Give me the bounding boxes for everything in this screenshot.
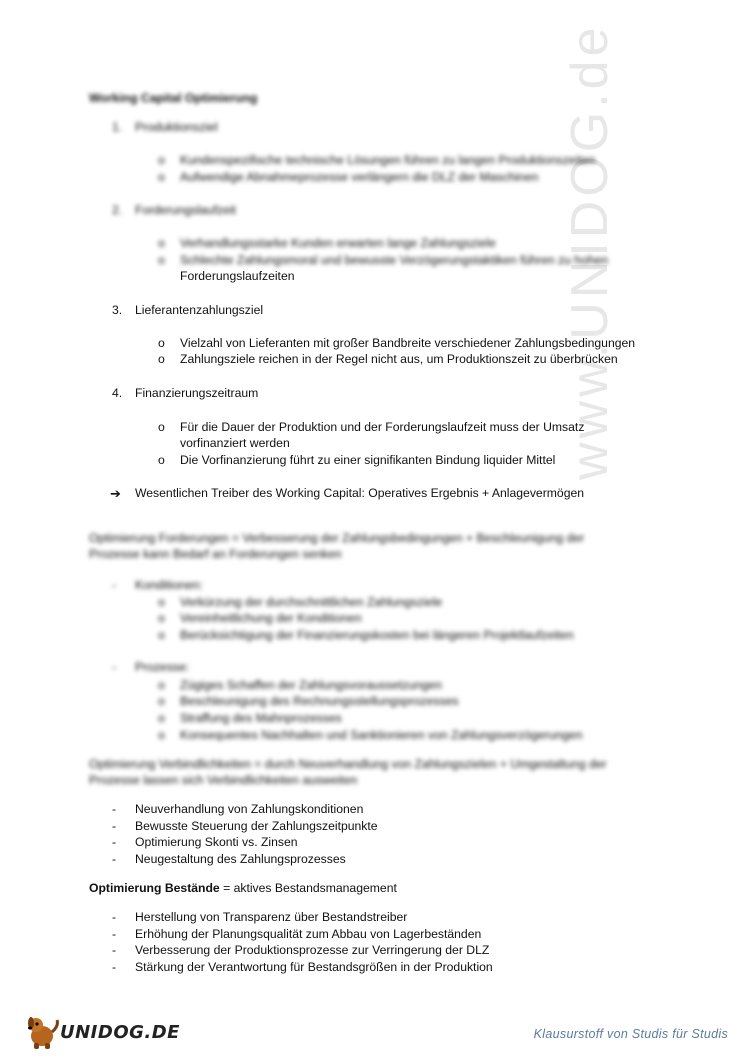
dash-marker: - xyxy=(112,910,117,924)
blurred-sub-2b: Schlechte Zahlungsmoral und bewusste Verzögerungstaktiken führen zu hohen xyxy=(180,253,609,267)
dash-marker: - xyxy=(112,852,117,866)
verb-item-4: Neugestaltung des Zahlungsprozesses xyxy=(135,852,346,866)
bullet-marker: o xyxy=(158,694,165,708)
blurred-prozesse: Prozesse: xyxy=(135,660,190,674)
blurred-sub-2a: Verhandlungsstarke Kunden erwarten lange Zahlungsziele xyxy=(180,236,496,250)
working-capital-drivers: Wesentlichen Treiber des Working Capital: Operatives Ergebnis + Anlagevermögen xyxy=(135,486,585,500)
verb-item-3: Optimierung Skonti vs. Zinsen xyxy=(135,835,298,849)
section-3-number: 3. xyxy=(112,303,123,317)
blurred-pr1: Zügiges Schaffen der Zahlungsvoraussetzungen xyxy=(180,678,442,692)
section-3-title: Lieferantenzahlungsziel xyxy=(135,303,264,317)
bestaende-heading-bold: Optimierung Bestände xyxy=(89,881,220,895)
bullet-marker: o xyxy=(158,352,165,366)
unidog-logo[interactable] xyxy=(26,1014,180,1050)
dash-marker: - xyxy=(112,960,117,974)
bullet-marker: o xyxy=(158,611,165,625)
dog-icon xyxy=(26,1014,60,1050)
blurred-konditionen: Konditionen: xyxy=(135,578,203,592)
logo-text: UNIDOG.DE xyxy=(60,1022,180,1043)
blurred-pr3: Straffung des Mahnprozesses xyxy=(180,711,342,725)
carry-line: Forderungslaufzeiten xyxy=(180,269,295,283)
blurred-sub-1a: Kundenspezifische technische Lösungen führen zu langen Produktionszeiten xyxy=(180,153,596,167)
bullet-marker: o xyxy=(158,153,165,167)
bestaende-heading-rest: = aktives Bestandsmanagement xyxy=(219,881,397,895)
bullet-marker: o xyxy=(158,728,165,742)
bestaende-heading xyxy=(89,881,397,895)
blurred-k2: Vereinheitlichung der Konditionen xyxy=(180,611,362,625)
blurred-para-2: Prozesse kann Bedarf an Forderungen senken xyxy=(89,547,342,561)
bullet-marker: o xyxy=(158,678,165,692)
bestaende-item-1: Herstellung von Transparenz über Bestandstreiber xyxy=(135,910,408,924)
bullet-marker: o xyxy=(158,336,165,350)
bestaende-item-3: Verbesserung der Produktionsprozesse zur Verringerung der DLZ xyxy=(135,943,490,957)
bullet-marker: o xyxy=(158,711,165,725)
arrow-icon: ➔ xyxy=(110,486,121,501)
section-3-bullet-1: Vielzahl von Lieferanten mit großer Bandbreite verschiedener Zahlungsbedingungen xyxy=(180,336,636,350)
section-4-bullet-2: Die Vorfinanzierung führt zu einer signifikanten Bindung liquider Mittel xyxy=(180,453,556,467)
verb-item-1: Neuverhandlung von Zahlungskonditionen xyxy=(135,802,364,816)
verb-item-2: Bewusste Steuerung der Zahlungszeitpunkte xyxy=(135,819,378,833)
section-4-number: 4. xyxy=(112,386,123,400)
blurred-sub-1b: Aufwendige Abnahmeprozesse verlängern die DLZ der Maschinen xyxy=(180,170,539,184)
section-4-title: Finanzierungszeitraum xyxy=(135,386,259,400)
footer-tagline: Klausurstoff von Studis für Studis xyxy=(533,1027,728,1041)
dash-marker: - xyxy=(112,802,117,816)
bullet-marker: o xyxy=(158,253,165,267)
blurred-pr2: Beschleunigung des Rechnungsstellungsprozesses xyxy=(180,694,459,708)
bestaende-item-4: Stärkung der Verantwortung für Bestandsgrößen in der Produktion xyxy=(135,960,493,974)
dash-marker: - xyxy=(112,927,117,941)
blurred-k1: Verkürzung der durchschnittlichen Zahlungsziele xyxy=(180,595,443,609)
blurred-item-1: Produktionsziel xyxy=(135,120,218,134)
bullet-marker: o xyxy=(158,420,165,434)
section-3-bullet-2: Zahlungsziele reichen in der Regel nicht aus, um Produktionszeit zu überbrücken xyxy=(180,352,618,366)
blurred-item-2: Forderungslaufzeit xyxy=(135,203,236,217)
blurred-num-2: 2. xyxy=(112,203,123,217)
bullet-marker: o xyxy=(158,628,165,642)
bullet-marker: o xyxy=(158,595,165,609)
blurred-num-1: 1. xyxy=(112,120,123,134)
dash-marker: - xyxy=(112,660,117,674)
blurred-verb-1: Optimierung Verbindlichkeiten = durch Neuverhandlung von Zahlungszielen + Umgestaltung der xyxy=(89,757,607,771)
blurred-verb-2: Prozesse lassen sich Verbindlichkeiten ausweiten xyxy=(89,773,358,787)
blurred-para-1: Optimierung Forderungen = Verbesserung der Zahlungsbedingungen + Beschleunigung der xyxy=(89,531,585,545)
section-4-bullet-1-line-1: Für die Dauer der Produktion und der Forderungslaufzeit muss der Umsatz xyxy=(180,420,585,434)
watermark: www.UNIDOG.de xyxy=(561,23,619,480)
bullet-marker: o xyxy=(158,170,165,184)
blurred-title: Working Capital Optimierung xyxy=(89,91,258,105)
dash-marker: - xyxy=(112,943,117,957)
blurred-k3: Berücksichtigung der Finanzierungskosten bei längeren Projektlaufzeiten xyxy=(180,628,574,642)
section-4-bullet-1-line-2: vorfinanziert werden xyxy=(180,436,290,450)
bullet-marker: o xyxy=(158,236,165,250)
bullet-marker: o xyxy=(158,453,165,467)
blurred-pr4: Konsequentes Nachhalten und Sanktionieren von Zahlungsverzögerungen xyxy=(180,728,583,742)
dash-marker: - xyxy=(112,835,117,849)
bestaende-item-2: Erhöhung der Planungsqualität zum Abbau von Lagerbeständen xyxy=(135,927,482,941)
dash-marker: - xyxy=(112,819,117,833)
dash-marker: - xyxy=(112,578,117,592)
